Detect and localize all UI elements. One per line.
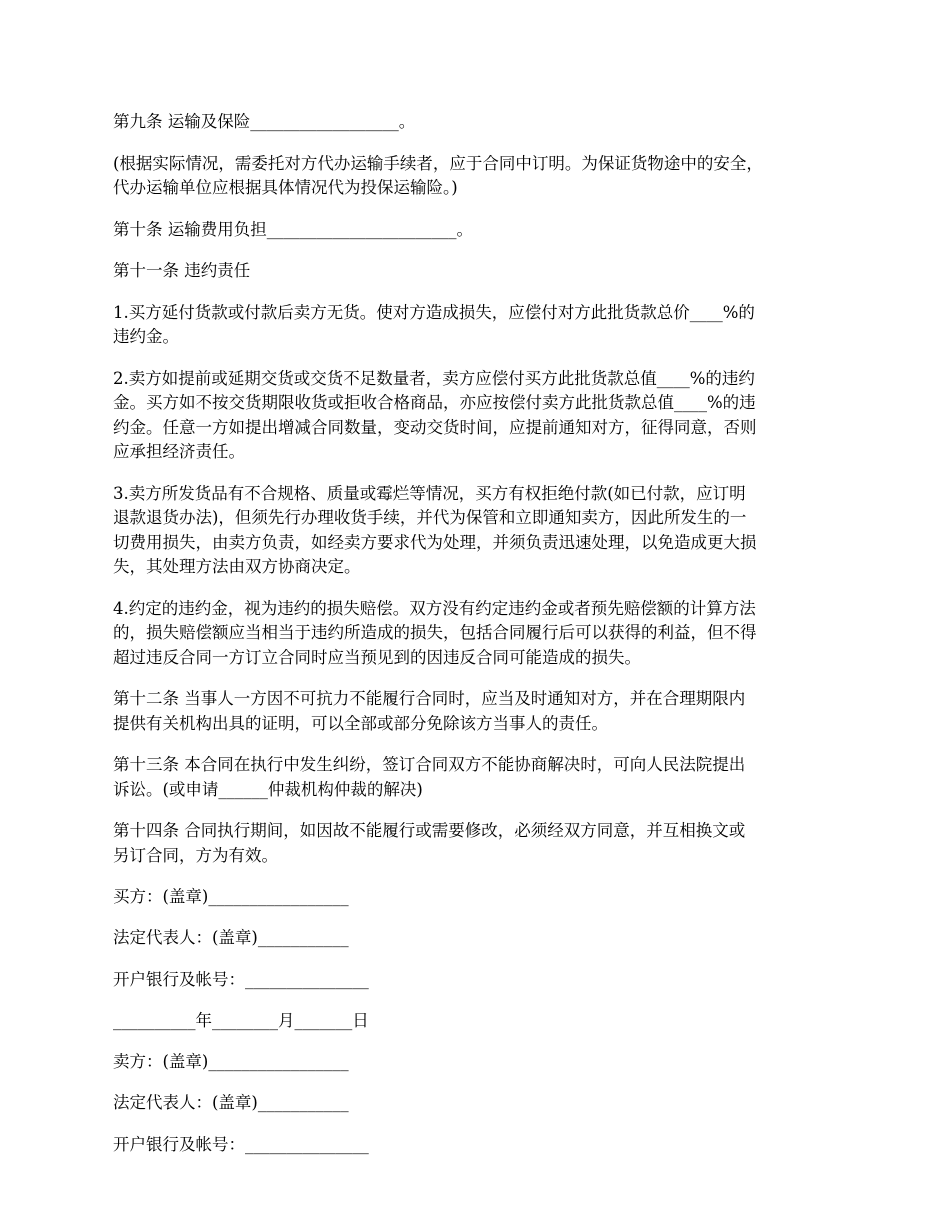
buyer-bank-account: 开户银行及帐号：_______________: [113, 969, 369, 989]
clause-1: 1.买方延付货款或付款后卖方无货。使对方造成损失，应偿付对方此批货款总价____%的 违约金。: [113, 302, 755, 346]
article-9-note: (根据实际情况，需委托对方代办运输手续者，应于合同中订明。为保证货物途中的安全， 代办运输单位应根据具体情况代为投保运输险。): [113, 153, 763, 197]
contract-page: [113, 110, 841, 1174]
seller-bank-account: 开户银行及帐号：_______________: [113, 1134, 369, 1154]
article-10: 第十条 运输费用负担_______________________。: [113, 219, 473, 239]
article-13: 第十三条 本合同在执行中发生纠纷，签订合同双方不能协商解决时，可向人民法院提出 诉讼。(或申请______仲裁机构仲裁的解决): [113, 755, 746, 799]
seller-representative: 法定代表人：(盖章)___________: [113, 1093, 349, 1113]
article-9: 第九条 运输及保险__________________。: [113, 112, 416, 131]
article-12: 第十二条 当事人一方因不可抗力不能履行合同时，应当及时通知对方，并在合理期限内 提供有关机构出具的证明，可以全部或部分免除该方当事人的责任。: [113, 689, 746, 733]
signing-date: __________年________月_______日: [113, 1010, 369, 1030]
clause-3: 3.卖方所发货品有不合规格、质量或霉烂等情况，买方有权拒绝付款(如已付款，应订明 退款退货办法)，但须先行办理收货手续，并代为保管和立即通知卖方，因此所发生的一 切费用损失，由卖方负责，如经卖方要求代为处理，并须负责迅速处理，以免造成更大损 失，其处理方法由双方协商决定。: [113, 483, 757, 576]
buyer-signature: 买方：(盖章)_________________: [113, 887, 349, 906]
buyer-representative: 法定代表人：(盖章)___________: [113, 928, 349, 948]
seller-signature: 卖方：(盖章)_________________: [113, 1052, 349, 1072]
clause-2: 2.卖方如提前或延期交货或交货不足数量者，卖方应偿付买方此批货款总值____%的违约 金。买方如不按交货期限收货或拒收合格商品，亦应按偿付卖方此批货款总值____%的违 约金。任意一方如提出增减合同数量，变动交货时间，应提前通知对方，征得同意，否则 应承担经济责任。: [113, 368, 757, 461]
clause-4: 4.约定的违约金，视为违约的损失赔偿。双方没有约定违约金或者预先赔偿额的计算方法 的，损失赔偿额应当相当于违约所造成的损失，包括合同履行后可以获得的利益，但不得 超过违反合同一方订立合同时应当预见到的因违反合同可能造成的损失。: [113, 598, 757, 667]
article-11-title: 第十一条 违约责任: [113, 261, 251, 280]
article-14: 第十四条 合同执行期间，如因故不能履行或需要修改，必须经双方同意，并互相换文或 另订合同，方为有效。: [113, 821, 746, 865]
